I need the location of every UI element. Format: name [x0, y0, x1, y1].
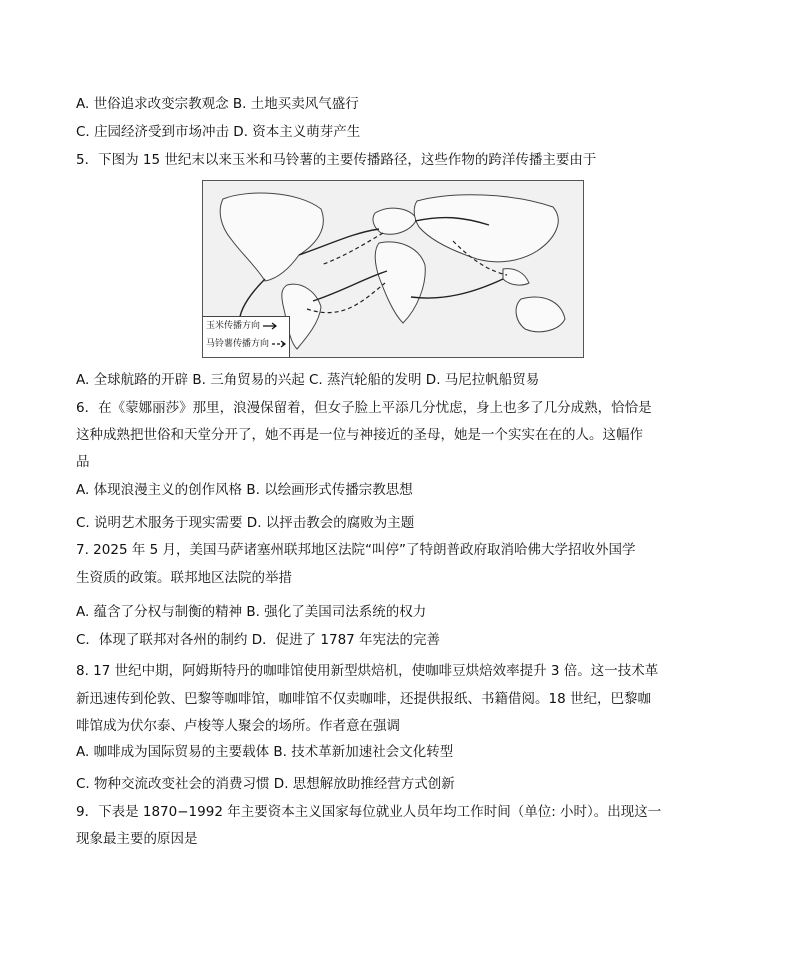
- map-legend: [203, 316, 290, 357]
- q8-option-line-2: C. 物种交流改变社会的消费习惯 D. 思想解放助推经营方式创新: [76, 776, 455, 792]
- legend-corn-row: [206, 321, 279, 332]
- solid-arrow-icon: [263, 322, 279, 330]
- q4-option-line-2: C. 庄园经济受到市场冲击 D. 资本主义萌芽产生: [76, 124, 361, 140]
- dashed-arrow-icon: [272, 340, 288, 348]
- q8-stem-line-2: 新迅速传到伦敦、巴黎等咖啡馆，咖啡馆不仅卖咖啡，还提供报纸、书籍借阅。18 世纪，巴黎咖: [76, 691, 651, 707]
- q6-stem-line-1: 6．在《蒙娜丽莎》那里，浪漫保留着，但女子脸上平添几分忧虑，身上也多了几分成熟，恰恰是: [76, 400, 652, 416]
- legend-potato-row: [206, 339, 288, 350]
- q5-stem: 5．下图为 15 世纪末以来玉米和马铃薯的主要传播路径，这些作物的跨洋传播主要由于: [76, 152, 597, 168]
- legend-potato-label: 马铃薯传播方向: [206, 339, 270, 349]
- crop-spread-map: [202, 180, 584, 358]
- q8-option-line-1: A. 咖啡成为国际贸易的主要载体 B. 技术革新加速社会文化转型: [76, 744, 454, 760]
- q6-stem-line-2: 这种成熟把世俗和天堂分开了，她不再是一位与神接近的圣母，她是一个实实在在的人。这幅作: [76, 427, 643, 443]
- q7-option-line-1: A. 蕴含了分权与制衡的精神 B. 强化了美国司法系统的权力: [76, 604, 427, 620]
- legend-corn-label: 玉米传播方向: [206, 321, 261, 331]
- q7-stem-line-1: 7. 2025 年 5 月，美国马萨诸塞州联邦地区法院“叫停”了特朗普政府取消哈佛大学招收外国学: [76, 542, 636, 558]
- q8-stem-line-3: 啡馆成为伏尔泰、卢梭等人聚会的场所。作者意在强调: [76, 718, 400, 734]
- q6-option-line-2: C. 说明艺术服务于现实需要 D. 以抨击教会的腐败为主题: [76, 515, 415, 531]
- q6-stem-line-3: 品: [76, 454, 90, 470]
- q8-stem-line-1: 8. 17 世纪中期，阿姆斯特丹的咖啡馆使用新型烘焙机，使咖啡豆烘焙效率提升 3 倍。这一技术革: [76, 663, 659, 679]
- q7-option-line-2: C．体现了联邦对各州的制约 D．促进了 1787 年宪法的完善: [76, 632, 441, 648]
- q6-option-line-1: A. 体现浪漫主义的创作风格 B. 以绘画形式传播宗教思想: [76, 482, 413, 498]
- q9-stem-line-1: 9．下表是 1870−1992 年主要资本主义国家每位就业人员年均工作时间（单位: 小时）。出现这一: [76, 804, 662, 820]
- q4-option-line-1: A. 世俗追求改变宗教观念 B. 土地买卖风气盛行: [76, 96, 359, 112]
- q5-options: A. 全球航路的开辟 B. 三角贸易的兴起 C. 蒸汽轮船的发明 D. 马尼拉帆船贸易: [76, 372, 540, 388]
- q9-stem-line-2: 现象最主要的原因是: [76, 831, 198, 847]
- q7-stem-line-2: 生资质的政策。联邦地区法院的举措: [76, 570, 292, 586]
